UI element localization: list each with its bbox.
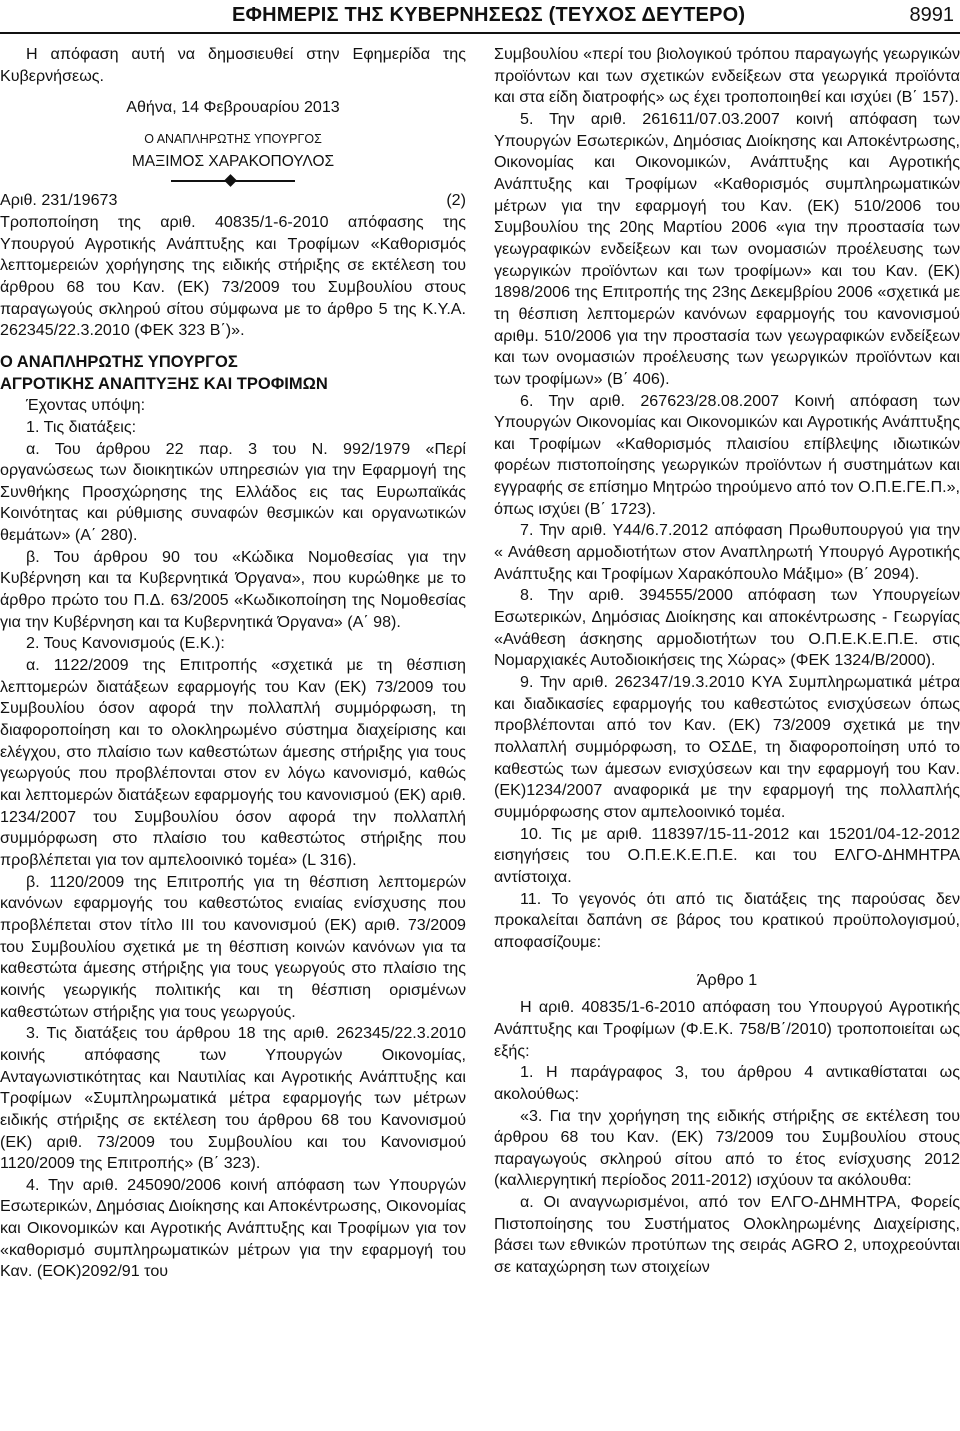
body-paragraph: Έχοντας υπόψη:: [26, 396, 146, 415]
article-paragraph: Η αριθ. 40835/1-6-2010 απόφαση του Υπουργού Αγροτικής Ανάπτυξης και Τροφίμων (Φ.Ε.Κ. 758/Β΄/2010) τροποποιείται ως εξής:: [494, 998, 960, 1060]
body-paragraph: 5. Την αριθ. 261611/07.03.2007 κοινή απόφαση των Υπουργών Εσωτερικών, Δημόσιας Διοίκησης και Αποκέντρωσης, Οικονομίας και Οικονομικών, Ανάπτυξης και Αγροτικής Ανάπτυξης και Τροφίμων «Καθορισμός συμπληρωματικών μέτρων για την εφαρμογή του Καν. (ΕΚ) 510/2006 του Συμβουλίου της 20ης Μαρτίου 2006 «για την προστασία των γεωγραφικών ενδείξεων και των ονομασιών προέλευσης των γεωργικών προϊόντων και των τροφίμων» και του Καν. (ΕΚ) 1898/2006 της Επιτροπής της 23ης Δεκεμβρίου 2006 «σχετικά με τη θέσπιση λεπτομερών κανόνων εφαρμογής του κανονισμού αριθμ. 510/2006 για την προστασία των γεωγραφικών ενδείξεων και των ονομασιών προέλευσης των γεωργικών προϊόντων και των τροφίμων» (Β΄ 406).: [494, 109, 960, 388]
article-paragraph: «3. Για την χορήγηση της ειδικής στήριξης σε εκτέλεση του άρθρου 68 του Καν. (ΕΚ) 73/2009 του Συμβουλίου στους παραγωγούς σκληρού σίτου από το έτος ενίσχυσης 2012 (καλλιεργητική περίοδος 2011-2012) ισχύουν τα ακόλουθα:: [494, 1106, 960, 1190]
body-paragraph: β. Του άρθρου 90 του «Κώδικα Νομοθεσίας για την Κυβέρνηση και τα Κυβερνητικά Όργανα», που κυρώθηκε με το άρθρο πρώτο του Π.Δ. 63/2005 «Κωδικοποίηση της Νομοθεσίας για την Κυβέρνηση και τα Κυβερνητικά Όργανα» (Α΄ 98).: [0, 547, 466, 631]
body-paragraph: 4. Την αριθ. 245090/2006 κοινή απόφαση των Υπουργών Εσωτερικών, Δημόσιας Διοίκησης και Αποκέντρωσης, Οικονομίας και Οικονομικών και Αγροτικής Ανάπτυξης και Τροφίμων για τον «καθορισμό συμπληρωματικών μέτρων για την εφαρμογή του Καν. (ΕΟΚ)2092/91 του: [0, 1175, 466, 1281]
decision-ref: [0, 190, 466, 212]
body-paragraph: 1. Τις διατάξεις:: [26, 417, 137, 436]
body-paragraph: 11. Το γεγονός ότι από τις διατάξεις της παρούσας δεν προκαλείται δαπάνη σε βάρος του κρατικού προϋπολογισμού, αποφασίζουμε:: [494, 889, 960, 951]
body-paragraph: 6. Την αριθ. 267623/28.08.2007 Κοινή απόφαση των Υπουργών Οικονομίας και Οικονομικών και Αγροτικής Ανάπτυξης και Τροφίμων «Καθορισμός πλαισίου επίβλεψης ιδιωτικών φορέων πιστοποίησης γεωργικών προϊόντων ή συστημάτων και εγγραφής σε επίσημο Μητρώο τηρούμενο από τον Ο.Π.Ε.ΓΕ.Π.», όπως ισχύει (Β΄ 1723).: [494, 391, 960, 518]
body-paragraph: 2. Τους Κανονισμούς (Ε.Κ.):: [26, 634, 225, 653]
body-paragraph: 9. Την αριθ. 262347/19.3.2010 ΚΥΑ Συμπληρωματικά μέτρα και διαδικασίες εφαρμογής του καθεστώτος ενισχύσεων όπως προβλέπονται από τον Καν. (ΕΚ) 73/2009 σχετικά με την πολλαπλή συμμόρφωση, το ΟΣΔΕ, τη διαφοροποίηση υπό το καθεστώς των άμεσων ενισχύσεων και την εφαρμογή του Καν. (ΕΚ)1234/2007 αναφορικά με την εφαρμογή της πολλαπλής συμμόρφωσης στον αμπελοοινικό τομέα.: [494, 673, 960, 821]
signer-name: ΜΑΞΙΜΟΣ ΧΑΡΑΚΟΠΟΥΛΟΣ: [131, 152, 335, 170]
article-paragraph: 1. Η παράγραφος 3, του άρθρου 4 αντικαθίσταται ως ακολούθως:: [494, 1063, 960, 1103]
article-paragraph: α. Οι αναγνωρισμένοι, από τον ΕΛΓΟ-ΔΗΜΗΤΡΑ, Φορείς Πιστοποίησης του Συστήματος Ολοκληρωμένης Διαχείρισης, βάσει των εθνικών προτύπων της σειράς AGRO 2, υποχρεούνται σε καταχώρηση των στοιχείων: [494, 1193, 960, 1277]
diamond-icon: [224, 174, 237, 187]
heading-minister: Ο ΑΝΑΠΛΗΡΩΤΗΣ ΥΠΟΥΡΓΟΣ: [0, 352, 238, 371]
intro-paragraph: Η απόφαση αυτή να δημοσιευθεί στην Εφημερίδα της Κυβερνήσεως.: [0, 45, 466, 85]
right-column: [494, 44, 960, 1279]
decision-subject: Τροποποίηση της αριθ. 40835/1-6-2010 απόφασης της Υπουργού Αγροτικής Ανάπτυξης και Τροφίμων «Καθορισμός λεπτομερειών χορήγησης της ειδικής στήριξης σε εκτέλεση του άρθρου 68 του Καν. (ΕΚ) 73/2009 του Συμβουλίου στους παραγωγούς σκληρού σίτου σύμφωνα με το άρθρο 5 της Κ.Υ.Α. 262345/22.3.2010 (ΦΕΚ 323 Β΄)».: [0, 212, 466, 340]
body-paragraph: α. Του άρθρου 22 παρ. 3 του Ν. 992/1979 «Περί οργανώσεως των διοικητικών υπηρεσιών για την Εφαρμογή της Συνθήκης Προσχώρησης της Ελλάδος εις τας Ευρωπαϊκάς Κοινότητας και ρύθμισης συναφών θεσμικών και οργανωτικών θεμάτων» (Α΄ 280).: [0, 439, 466, 545]
body-paragraph: Συμβουλίου «περί του βιολογικού τρόπου παραγωγής γεωργικών προϊόντων και των σχετικών ενδείξεων στα γεωργικά προϊόντα και στα είδη διατροφής» ως έχει τροποποιηθεί και ισχύει (Β΄ 157).: [494, 45, 960, 107]
page-header: [0, 0, 960, 34]
body-paragraph: 3. Τις διατάξεις του άρθρου 18 της αριθ. 262345/22.3.2010 κοινής απόφασης των Υπουργών Οικονομίας, Ανταγωνιστικότητας και Ναυτιλίας και Αγροτικής Ανάπτυξης και Τροφίμων «Συμπληρωματικά μέτρα εφαρμογής των μέτρων ειδικής στήριξης σε εκτέλεση του άρθρου 68 του Κανονισμού (ΕΚ) αριθ. 73/2009 του Συμβουλίου και του Κανονισμού 1120/2009 της Επιτροπής» (Β΄ 323).: [0, 1024, 466, 1173]
body-paragraph: 10. Τις με αριθ. 118397/15-11-2012 και 15201/04-12-2012 εισηγήσεις του Ο.Π.Ε.Κ.Ε.Π.Ε. και του ΕΛΓΟ-ΔΗΜΗΤΡΑ αντίστοιχα.: [494, 824, 960, 886]
heading-ministry: ΑΓΡΟΤΙΚΗΣ ΑΝΑΠΤΥΞΗΣ ΚΑΙ ΤΡΟΦΙΜΩΝ: [0, 374, 328, 393]
body-paragraph: α. 1122/2009 της Επιτροπής «σχετικά με τη θέσπιση λεπτομερών διατάξεων εφαρμογής του Καν (ΕΚ) 73/2009 του Συμβουλίου όσον αφορά την πολλαπλή συμμόρφωση, τη διαφοροποίηση και το ολοκληρωμένο σύστημα διαχείρισης και ελέγχου, στο πλαίσιο των καθεστώτων άμεσης στήριξης για τους γεωργούς που προβλέπονται στον εν λόγω κανονισμό, καθώς και λεπτομερών διατάξεων εφαρμογής του κανονισμού (ΕΚ) αριθ. 1234/2007 του Συμβουλίου όσον αφορά την πολλαπλή συμμόρφωση στο πλαίσιο του καθεστώτος στήριξης που προβλέπεται για τον αμπελοοινικό τομέα» (L 316).: [0, 656, 466, 869]
page-number: 8991: [909, 4, 954, 26]
ref-number: Αριθ. 231/19673: [0, 191, 118, 210]
body-paragraph: 8. Την αριθ. 394555/2000 απόφαση των Υπουργείων Εσωτερικών, Δημόσιας Διοίκησης και αποκέντρωσης - Γεωργίας «Ανάθεση άσκησης αρμοδιοτήτων του Ο.Π.Ε.Κ.Ε.Π.Ε. στις Νομαρχιακές Αυτοδιοικήσεις της Χώρας» (ΦΕΚ 1324/Β/2000).: [494, 586, 960, 670]
gazette-title: ΕΦΗΜΕΡΙΣ ΤΗΣ ΚΥΒΕΡΝΗΣΕΩΣ (ΤΕΥΧΟΣ ΔΕΥΤΕΡΟ): [232, 4, 746, 26]
signer-role: Ο ΑΝΑΠΛΗΡΩΤΗΣ ΥΠΟΥΡΓΟΣ: [144, 131, 322, 146]
ref-index: (2): [446, 191, 466, 210]
separator-ornament: [0, 174, 466, 188]
left-column: [0, 44, 466, 1283]
body-paragraph: β. 1120/2009 της Επιτροπής για τη θέσπιση λεπτομερών κανόνων εφαρμογής του καθεστώτος ενιαίας ενίσχυσης που προβλέπεται στον τίτλο III του κανονισμού (ΕΚ) αριθ. 73/2009 του Συμβουλίου σχετικά με τη θέσπιση κοινών κανόνων για τα καθεστώτα άμεσης στήριξης για τους γεωργούς στο πλαίσιο της κοινής γεωργικής πολιτικής και τη θέσπιση ορισμένων καθεστώτων στήριξης για τους γεωργούς.: [0, 872, 466, 1021]
body-paragraph: 7. Την αριθ. Υ44/6.7.2012 απόφαση Πρωθυπουργού για την « Ανάθεση αρμοδιοτήτων στον Αναπληρωτή Υπουργό Αγροτικής Ανάπτυξης και Τροφίμων Χαρακόπουλο Μάξιμο» (Β΄ 2094).: [494, 521, 960, 583]
place-date: Αθήνα, 14 Φεβρουαρίου 2013: [126, 98, 340, 117]
header-rule: [0, 32, 960, 34]
article-title: Άρθρο 1: [696, 970, 758, 989]
